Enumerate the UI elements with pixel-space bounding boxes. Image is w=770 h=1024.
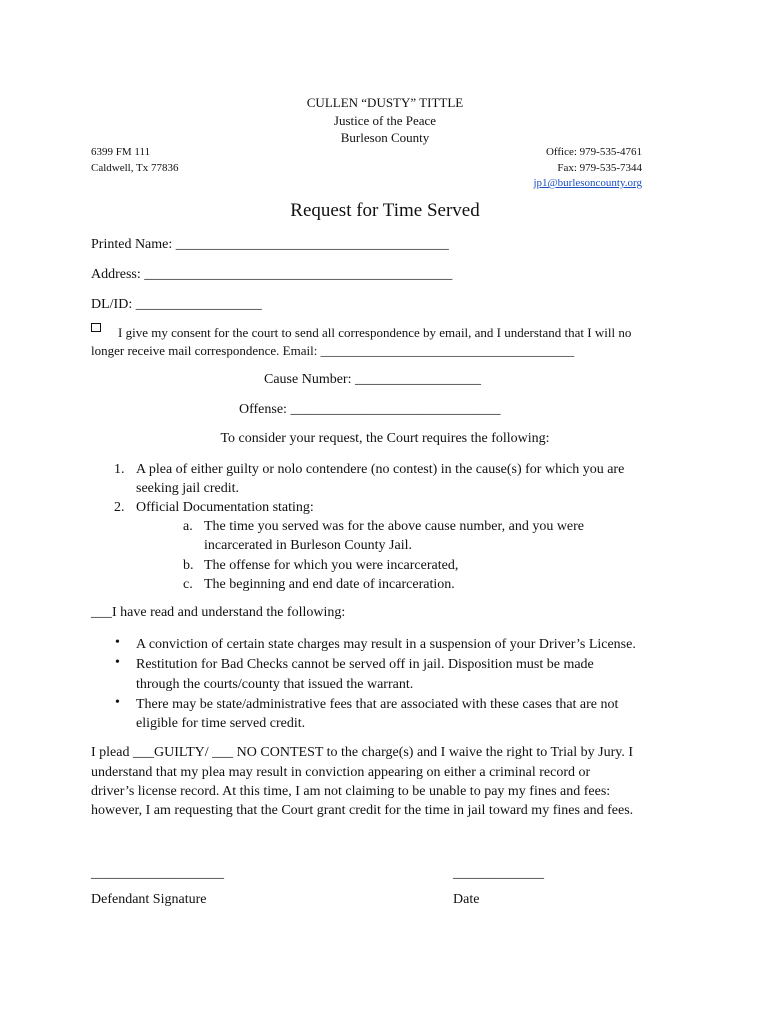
date-label: Date bbox=[453, 892, 480, 907]
sub-item-a-line-1: The time you served was for the above cause number, and you were bbox=[204, 519, 585, 534]
date-line[interactable]: _____________ bbox=[453, 866, 544, 881]
list-number-1: 1. bbox=[114, 462, 125, 477]
sub-label-c: c. bbox=[183, 577, 193, 592]
consent-text-line-1: I give my consent for the court to send all correspondence by email, and I understand that I will no bbox=[118, 325, 632, 340]
signature-label: Defendant Signature bbox=[91, 892, 207, 907]
sub-label-b: b. bbox=[183, 558, 194, 573]
offense-field[interactable]: Offense: ______________________________ bbox=[239, 402, 501, 417]
requirement-1-line-1: A plea of either guilty or nolo contendere (no contest) in the cause(s) for which you are bbox=[136, 462, 625, 477]
bullet-3-line-2: eligible for time served credit. bbox=[136, 716, 306, 731]
form-title: Request for Time Served bbox=[290, 200, 480, 221]
bullet-icon: • bbox=[115, 655, 120, 670]
plea-line-2: understand that my plea may result in conviction appearing on either a criminal record or bbox=[91, 765, 591, 780]
bullet-2-line-1: Restitution for Bad Checks cannot be served off in jail. Disposition must be made bbox=[136, 657, 594, 672]
judge-role: Justice of the Peace bbox=[333, 113, 437, 128]
signature-line[interactable]: ___________________ bbox=[91, 866, 224, 881]
acknowledge-field[interactable]: ___I have read and understand the following: bbox=[91, 605, 346, 620]
fax-number: Fax: 979-535-7344 bbox=[557, 162, 642, 174]
plea-line-3: driver’s license record. At this time, I am not claiming to be unable to pay my fines and fees: bbox=[91, 784, 611, 799]
sub-item-b: The offense for which you were incarcerated, bbox=[204, 558, 459, 573]
sub-item-a-line-2: incarcerated in Burleson County Jail. bbox=[204, 538, 412, 553]
judge-name: CULLEN “DUSTY” TITTLE bbox=[306, 95, 464, 110]
address-field[interactable]: Address: ____________________________________________ bbox=[91, 267, 453, 282]
requirement-1-line-2: seeking jail credit. bbox=[136, 481, 240, 496]
requirement-2: Official Documentation stating: bbox=[136, 500, 314, 515]
bullet-icon: • bbox=[115, 635, 120, 650]
requirements-intro: To consider your request, the Court requires the following: bbox=[220, 431, 550, 446]
email-consent-checkbox[interactable] bbox=[91, 323, 101, 332]
sub-item-c: The beginning and end date of incarceration. bbox=[204, 577, 455, 592]
printed-name-field[interactable]: Printed Name: _______________________________________ bbox=[91, 237, 449, 252]
sub-label-a: a. bbox=[183, 519, 193, 534]
consent-email-field[interactable]: longer receive mail correspondence. Email: _______________________________________ bbox=[91, 343, 575, 358]
address-line-1: 6399 FM 111 bbox=[91, 146, 151, 158]
dlid-field[interactable]: DL/ID: __________________ bbox=[91, 297, 262, 312]
plea-line-1[interactable]: I plead ___GUILTY/ ___ NO CONTEST to the charge(s) and I waive the right to Trial by Jury. I bbox=[91, 745, 634, 760]
bullet-2-line-2: through the courts/county that issued the warrant. bbox=[136, 677, 414, 692]
bullet-3-line-1: There may be state/administrative fees that are associated with these cases that are not bbox=[136, 697, 619, 712]
county-name: Burleson County bbox=[340, 130, 430, 145]
court-email-link[interactable]: jp1@burlesoncounty.org bbox=[533, 177, 642, 189]
bullet-icon: • bbox=[115, 695, 120, 710]
list-number-2: 2. bbox=[114, 500, 125, 515]
address-line-2: Caldwell, Tx 77836 bbox=[91, 162, 179, 174]
plea-line-4: however, I am requesting that the Court grant credit for the time in jail toward my fines and fees. bbox=[91, 803, 634, 818]
bullet-1: A conviction of certain state charges may result in a suspension of your Driver’s License. bbox=[136, 637, 636, 652]
office-phone: Office: 979-535-4761 bbox=[545, 146, 642, 158]
cause-number-field[interactable]: Cause Number: __________________ bbox=[264, 372, 481, 387]
